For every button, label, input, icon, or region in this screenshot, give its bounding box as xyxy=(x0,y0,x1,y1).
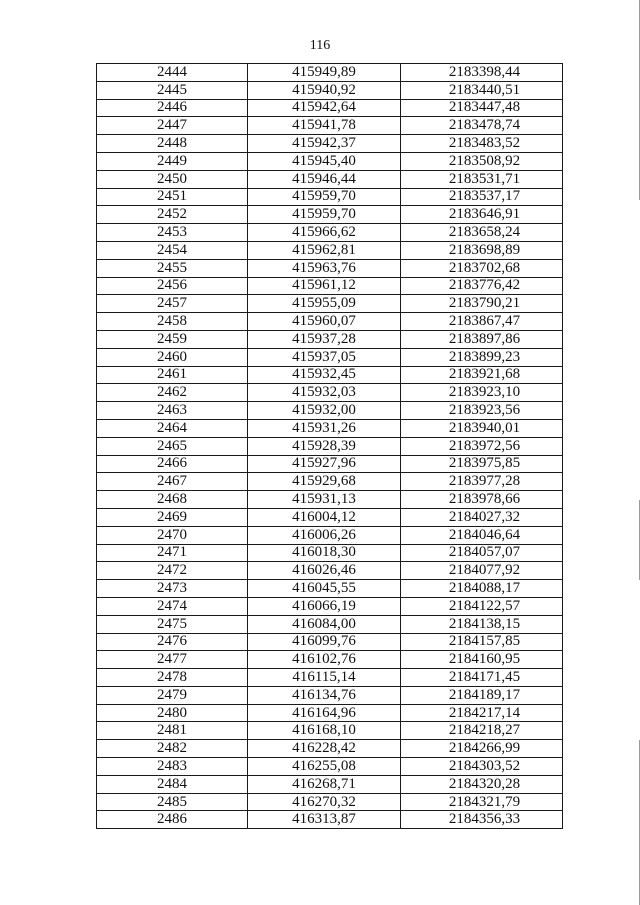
y-coordinate-cell: 2184088,17 xyxy=(401,580,563,598)
x-coordinate-cell: 415946,44 xyxy=(248,170,401,188)
x-coordinate-cell: 415942,64 xyxy=(248,99,401,117)
x-coordinate-cell: 416026,46 xyxy=(248,562,401,580)
y-coordinate-cell: 2183977,28 xyxy=(401,473,563,491)
point-number-cell: 2452 xyxy=(97,206,248,224)
table-row xyxy=(97,722,563,740)
table-row xyxy=(97,224,563,242)
table-row xyxy=(97,651,563,669)
table-row xyxy=(97,206,563,224)
point-number-cell: 2479 xyxy=(97,686,248,704)
table-row xyxy=(97,811,563,829)
table-row xyxy=(97,188,563,206)
table-row xyxy=(97,366,563,384)
y-coordinate-cell: 2184189,17 xyxy=(401,686,563,704)
y-coordinate-cell: 2183790,21 xyxy=(401,295,563,313)
x-coordinate-cell: 416164,96 xyxy=(248,704,401,722)
table-row xyxy=(97,704,563,722)
x-coordinate-cell: 415966,62 xyxy=(248,224,401,242)
coordinates-table-body xyxy=(97,64,563,829)
x-coordinate-cell: 416270,32 xyxy=(248,793,401,811)
table-row xyxy=(97,758,563,776)
table-row xyxy=(97,64,563,82)
y-coordinate-cell: 2184122,57 xyxy=(401,597,563,615)
table-row xyxy=(97,81,563,99)
y-coordinate-cell: 2183702,68 xyxy=(401,259,563,277)
point-number-cell: 2462 xyxy=(97,384,248,402)
y-coordinate-cell: 2184057,07 xyxy=(401,544,563,562)
y-coordinate-cell: 2183978,66 xyxy=(401,491,563,509)
table-row xyxy=(97,384,563,402)
table-row xyxy=(97,669,563,687)
point-number-cell: 2457 xyxy=(97,295,248,313)
y-coordinate-cell: 2183646,91 xyxy=(401,206,563,224)
x-coordinate-cell: 415932,45 xyxy=(248,366,401,384)
x-coordinate-cell: 415959,70 xyxy=(248,206,401,224)
coordinates-table xyxy=(96,63,563,829)
y-coordinate-cell: 2184138,15 xyxy=(401,615,563,633)
point-number-cell: 2446 xyxy=(97,99,248,117)
x-coordinate-cell: 416006,26 xyxy=(248,526,401,544)
y-coordinate-cell: 2184320,28 xyxy=(401,775,563,793)
x-coordinate-cell: 415945,40 xyxy=(248,152,401,170)
table-row xyxy=(97,615,563,633)
table-row xyxy=(97,170,563,188)
x-coordinate-cell: 415931,26 xyxy=(248,419,401,437)
y-coordinate-cell: 2183658,24 xyxy=(401,224,563,242)
x-coordinate-cell: 416268,71 xyxy=(248,775,401,793)
point-number-cell: 2485 xyxy=(97,793,248,811)
y-coordinate-cell: 2184171,45 xyxy=(401,669,563,687)
point-number-cell: 2456 xyxy=(97,277,248,295)
point-number-cell: 2450 xyxy=(97,170,248,188)
y-coordinate-cell: 2184077,92 xyxy=(401,562,563,580)
point-number-cell: 2467 xyxy=(97,473,248,491)
x-coordinate-cell: 415961,12 xyxy=(248,277,401,295)
y-coordinate-cell: 2183899,23 xyxy=(401,348,563,366)
table-row xyxy=(97,402,563,420)
point-number-cell: 2463 xyxy=(97,402,248,420)
x-coordinate-cell: 416115,14 xyxy=(248,669,401,687)
table-row xyxy=(97,277,563,295)
x-coordinate-cell: 416084,00 xyxy=(248,615,401,633)
point-number-cell: 2478 xyxy=(97,669,248,687)
y-coordinate-cell: 2183972,56 xyxy=(401,437,563,455)
y-coordinate-cell: 2183447,48 xyxy=(401,99,563,117)
point-number-cell: 2484 xyxy=(97,775,248,793)
y-coordinate-cell: 2183867,47 xyxy=(401,313,563,331)
y-coordinate-cell: 2183776,42 xyxy=(401,277,563,295)
point-number-cell: 2445 xyxy=(97,81,248,99)
y-coordinate-cell: 2184217,14 xyxy=(401,704,563,722)
table-row xyxy=(97,491,563,509)
y-coordinate-cell: 2183698,89 xyxy=(401,241,563,259)
x-coordinate-cell: 416004,12 xyxy=(248,508,401,526)
x-coordinate-cell: 415955,09 xyxy=(248,295,401,313)
table-row xyxy=(97,295,563,313)
page-number: 116 xyxy=(309,38,331,53)
y-coordinate-cell: 2184356,33 xyxy=(401,811,563,829)
x-coordinate-cell: 416102,76 xyxy=(248,651,401,669)
point-number-cell: 2481 xyxy=(97,722,248,740)
x-coordinate-cell: 415937,05 xyxy=(248,348,401,366)
table-row xyxy=(97,775,563,793)
y-coordinate-cell: 2183923,56 xyxy=(401,402,563,420)
table-row xyxy=(97,473,563,491)
point-number-cell: 2470 xyxy=(97,526,248,544)
table-row xyxy=(97,117,563,135)
x-coordinate-cell: 416134,76 xyxy=(248,686,401,704)
table-row xyxy=(97,330,563,348)
y-coordinate-cell: 2184046,64 xyxy=(401,526,563,544)
x-coordinate-cell: 415949,89 xyxy=(248,64,401,82)
point-number-cell: 2476 xyxy=(97,633,248,651)
x-coordinate-cell: 416099,76 xyxy=(248,633,401,651)
x-coordinate-cell: 416066,19 xyxy=(248,597,401,615)
x-coordinate-cell: 416255,08 xyxy=(248,758,401,776)
point-number-cell: 2444 xyxy=(97,64,248,82)
y-coordinate-cell: 2184157,85 xyxy=(401,633,563,651)
point-number-cell: 2480 xyxy=(97,704,248,722)
point-number-cell: 2468 xyxy=(97,491,248,509)
point-number-cell: 2482 xyxy=(97,740,248,758)
table-row xyxy=(97,437,563,455)
point-number-cell: 2461 xyxy=(97,366,248,384)
y-coordinate-cell: 2183531,71 xyxy=(401,170,563,188)
table-row xyxy=(97,597,563,615)
x-coordinate-cell: 416018,30 xyxy=(248,544,401,562)
table-row xyxy=(97,419,563,437)
point-number-cell: 2459 xyxy=(97,330,248,348)
y-coordinate-cell: 2184303,52 xyxy=(401,758,563,776)
point-number-cell: 2455 xyxy=(97,259,248,277)
x-coordinate-cell: 416313,87 xyxy=(248,811,401,829)
x-coordinate-cell: 415932,00 xyxy=(248,402,401,420)
x-coordinate-cell: 415963,76 xyxy=(248,259,401,277)
table-row xyxy=(97,508,563,526)
point-number-cell: 2449 xyxy=(97,152,248,170)
table-row xyxy=(97,348,563,366)
point-number-cell: 2483 xyxy=(97,758,248,776)
table-row xyxy=(97,633,563,651)
y-coordinate-cell: 2183440,51 xyxy=(401,81,563,99)
y-coordinate-cell: 2183537,17 xyxy=(401,188,563,206)
table-row xyxy=(97,152,563,170)
x-coordinate-cell: 416045,55 xyxy=(248,580,401,598)
x-coordinate-cell: 415960,07 xyxy=(248,313,401,331)
y-coordinate-cell: 2183483,52 xyxy=(401,135,563,153)
table-row xyxy=(97,740,563,758)
table-row xyxy=(97,793,563,811)
point-number-cell: 2472 xyxy=(97,562,248,580)
y-coordinate-cell: 2183478,74 xyxy=(401,117,563,135)
x-coordinate-cell: 415942,37 xyxy=(248,135,401,153)
x-coordinate-cell: 415959,70 xyxy=(248,188,401,206)
point-number-cell: 2458 xyxy=(97,313,248,331)
point-number-cell: 2451 xyxy=(97,188,248,206)
y-coordinate-cell: 2183398,44 xyxy=(401,64,563,82)
y-coordinate-cell: 2184321,79 xyxy=(401,793,563,811)
table-row xyxy=(97,241,563,259)
x-coordinate-cell: 415940,92 xyxy=(248,81,401,99)
point-number-cell: 2486 xyxy=(97,811,248,829)
table-row xyxy=(97,580,563,598)
table-row xyxy=(97,313,563,331)
y-coordinate-cell: 2183921,68 xyxy=(401,366,563,384)
x-coordinate-cell: 415929,68 xyxy=(248,473,401,491)
point-number-cell: 2475 xyxy=(97,615,248,633)
x-coordinate-cell: 416168,10 xyxy=(248,722,401,740)
point-number-cell: 2460 xyxy=(97,348,248,366)
y-coordinate-cell: 2184266,99 xyxy=(401,740,563,758)
table-row xyxy=(97,526,563,544)
table-row xyxy=(97,135,563,153)
point-number-cell: 2474 xyxy=(97,597,248,615)
point-number-cell: 2465 xyxy=(97,437,248,455)
table-row xyxy=(97,455,563,473)
y-coordinate-cell: 2184027,32 xyxy=(401,508,563,526)
y-coordinate-cell: 2184218,27 xyxy=(401,722,563,740)
y-coordinate-cell: 2183508,92 xyxy=(401,152,563,170)
table-row xyxy=(97,562,563,580)
point-number-cell: 2466 xyxy=(97,455,248,473)
point-number-cell: 2473 xyxy=(97,580,248,598)
table-row xyxy=(97,686,563,704)
point-number-cell: 2454 xyxy=(97,241,248,259)
y-coordinate-cell: 2183940,01 xyxy=(401,419,563,437)
point-number-cell: 2477 xyxy=(97,651,248,669)
table-row xyxy=(97,99,563,117)
y-coordinate-cell: 2183975,85 xyxy=(401,455,563,473)
x-coordinate-cell: 416228,42 xyxy=(248,740,401,758)
table-row xyxy=(97,259,563,277)
point-number-cell: 2453 xyxy=(97,224,248,242)
point-number-cell: 2469 xyxy=(97,508,248,526)
x-coordinate-cell: 415937,28 xyxy=(248,330,401,348)
y-coordinate-cell: 2184160,95 xyxy=(401,651,563,669)
x-coordinate-cell: 415962,81 xyxy=(248,241,401,259)
point-number-cell: 2464 xyxy=(97,419,248,437)
y-coordinate-cell: 2183897,86 xyxy=(401,330,563,348)
x-coordinate-cell: 415931,13 xyxy=(248,491,401,509)
point-number-cell: 2447 xyxy=(97,117,248,135)
x-coordinate-cell: 415928,39 xyxy=(248,437,401,455)
x-coordinate-cell: 415927,96 xyxy=(248,455,401,473)
x-coordinate-cell: 415941,78 xyxy=(248,117,401,135)
point-number-cell: 2471 xyxy=(97,544,248,562)
y-coordinate-cell: 2183923,10 xyxy=(401,384,563,402)
x-coordinate-cell: 415932,03 xyxy=(248,384,401,402)
table-row xyxy=(97,544,563,562)
point-number-cell: 2448 xyxy=(97,135,248,153)
